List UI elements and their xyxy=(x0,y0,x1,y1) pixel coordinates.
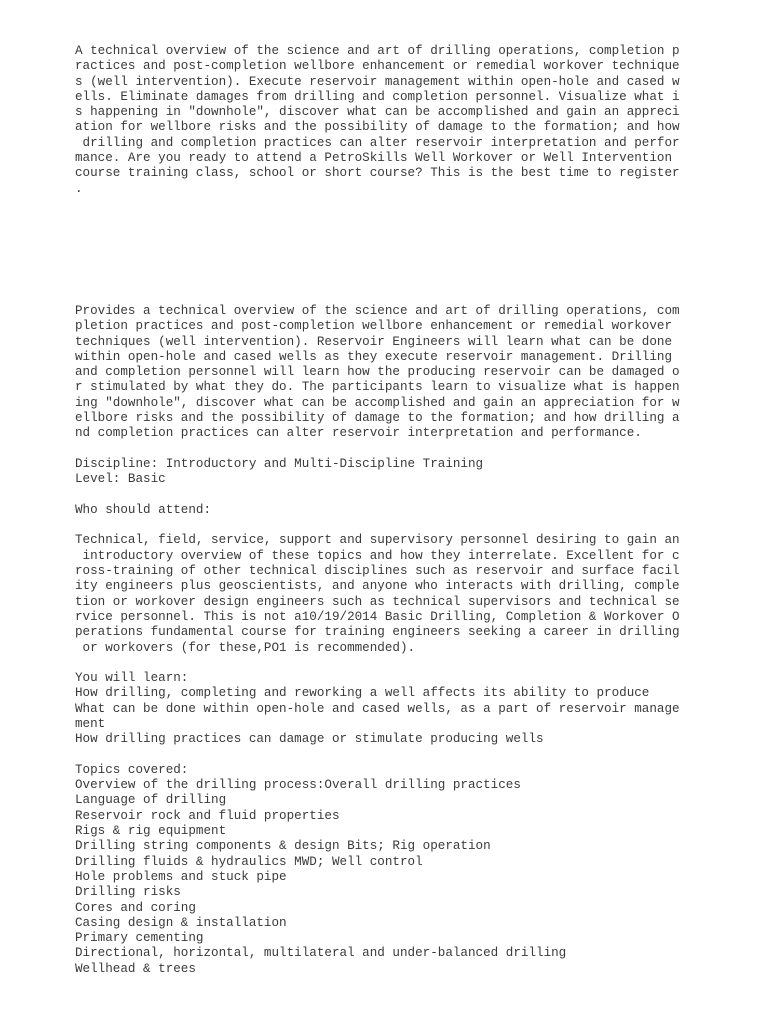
text-line: ity engineers plus geoscientists, and anyone who interacts with drilling, comple xyxy=(75,579,680,594)
topic-item: Overview of the drilling process:Overall drilling practices xyxy=(75,778,521,793)
text-line: introductory overview of these topics and how they interrelate. Excellent for c xyxy=(75,548,680,563)
document-page xyxy=(75,44,715,977)
text-line: nd completion practices can alter reservoir interpretation and performance. xyxy=(75,426,642,441)
topic-item: Cores and coring xyxy=(75,900,196,915)
text-line: Technical, field, service, support and supervisory personnel desiring to gain an xyxy=(75,533,680,548)
text-line: rvice personnel. This is not a10/19/2014 Basic Drilling, Completion & Workover O xyxy=(75,609,680,624)
who-paragraph xyxy=(75,533,715,655)
topic-item: Drilling fluids & hydraulics MWD; Well control xyxy=(75,854,423,869)
text-line: ation for wellbore risks and the possibility of damage to the formation; and how xyxy=(75,120,680,135)
spacer xyxy=(75,518,715,533)
topic-item: Directional, horizontal, multilateral and under-balanced drilling xyxy=(75,946,567,961)
text-line: or workovers (for these,PO1 is recommended). xyxy=(75,640,416,655)
topic-item: Language of drilling xyxy=(75,793,227,808)
text-line: tion or workover design engineers such as technical supervisors and technical se xyxy=(75,594,680,609)
who-heading: Who should attend: xyxy=(75,502,212,517)
text-line: techniques (well intervention). Reservoir Engineers will learn what can be done xyxy=(75,334,673,349)
text-line: s (well intervention). Execute reservoir management within open-hole and cased w xyxy=(75,74,680,89)
overview-paragraph xyxy=(75,304,715,442)
topic-item: Drilling string components & design Bits; Rig operation xyxy=(75,839,491,854)
text-line: drilling and completion practices can alter reservoir interpretation and perfor xyxy=(75,135,680,150)
learn-heading: You will learn: xyxy=(75,671,189,686)
text-line: ross-training of other technical disciplines such as reservoir and surface facil xyxy=(75,564,680,579)
spacer xyxy=(75,442,715,457)
text-line: and completion personnel will learn how the producing reservoir can be damaged o xyxy=(75,365,680,380)
text-line: ractices and post-completion wellbore enhancement or remedial workover technique xyxy=(75,59,680,74)
who-heading-block xyxy=(75,503,715,518)
text-line: . xyxy=(75,181,83,196)
topic-item: Wellhead & trees xyxy=(75,961,196,976)
text-line: r stimulated by what they do. The participants learn to visualize what is happen xyxy=(75,380,680,395)
text-line: A technical overview of the science and art of drilling operations, completion p xyxy=(75,44,680,58)
level-text: Level: Basic xyxy=(75,472,166,487)
text-line: pletion practices and post-completion wellbore enhancement or remedial workover xyxy=(75,319,673,334)
text-line: s happening in "downhole", discover what can be accomplished and gain an appreci xyxy=(75,105,680,120)
spacer xyxy=(75,748,715,763)
learn-section xyxy=(75,671,715,747)
topic-item: Reservoir rock and fluid properties xyxy=(75,808,340,823)
spacer xyxy=(75,197,715,304)
text-line: ells. Eliminate damages from drilling and completion personnel. Visualize what i xyxy=(75,89,680,104)
text-line: ing "downhole", discover what can be accomplished and gain an appreciation for w xyxy=(75,395,680,410)
text-line: within open-hole and cased wells as they execute reservoir management. Drilling xyxy=(75,349,673,364)
intro-paragraph xyxy=(75,44,715,197)
topic-item: Primary cementing xyxy=(75,931,204,946)
learn-item: What can be done within open-hole and cased wells, as a part of reservoir manage xyxy=(75,701,680,716)
topic-item: Hole problems and stuck pipe xyxy=(75,869,287,884)
text-line: perations fundamental course for training engineers seeking a career in drilling xyxy=(75,625,680,640)
text-line: mance. Are you ready to attend a PetroSkills Well Workover or Well Intervention xyxy=(75,151,680,166)
learn-item: ment xyxy=(75,716,106,731)
topic-item: Drilling risks xyxy=(75,885,181,900)
discipline-text: Discipline: Introductory and Multi-Discipline Training xyxy=(75,456,484,471)
course-meta xyxy=(75,457,715,488)
spacer xyxy=(75,656,715,671)
learn-item: How drilling practices can damage or stimulate producing wells xyxy=(75,732,544,747)
topic-item: Casing design & installation xyxy=(75,915,287,930)
text-line: ellbore risks and the possibility of damage to the formation; and how drilling a xyxy=(75,411,680,426)
spacer xyxy=(75,488,715,503)
topic-item: Rigs & rig equipment xyxy=(75,824,227,839)
text-line: course training class, school or short course? This is the best time to register xyxy=(75,166,680,181)
topics-section xyxy=(75,763,715,977)
learn-item: How drilling, completing and reworking a well affects its ability to produce xyxy=(75,686,650,701)
topics-heading: Topics covered: xyxy=(75,762,189,777)
text-line: Provides a technical overview of the science and art of drilling operations, com xyxy=(75,303,680,318)
